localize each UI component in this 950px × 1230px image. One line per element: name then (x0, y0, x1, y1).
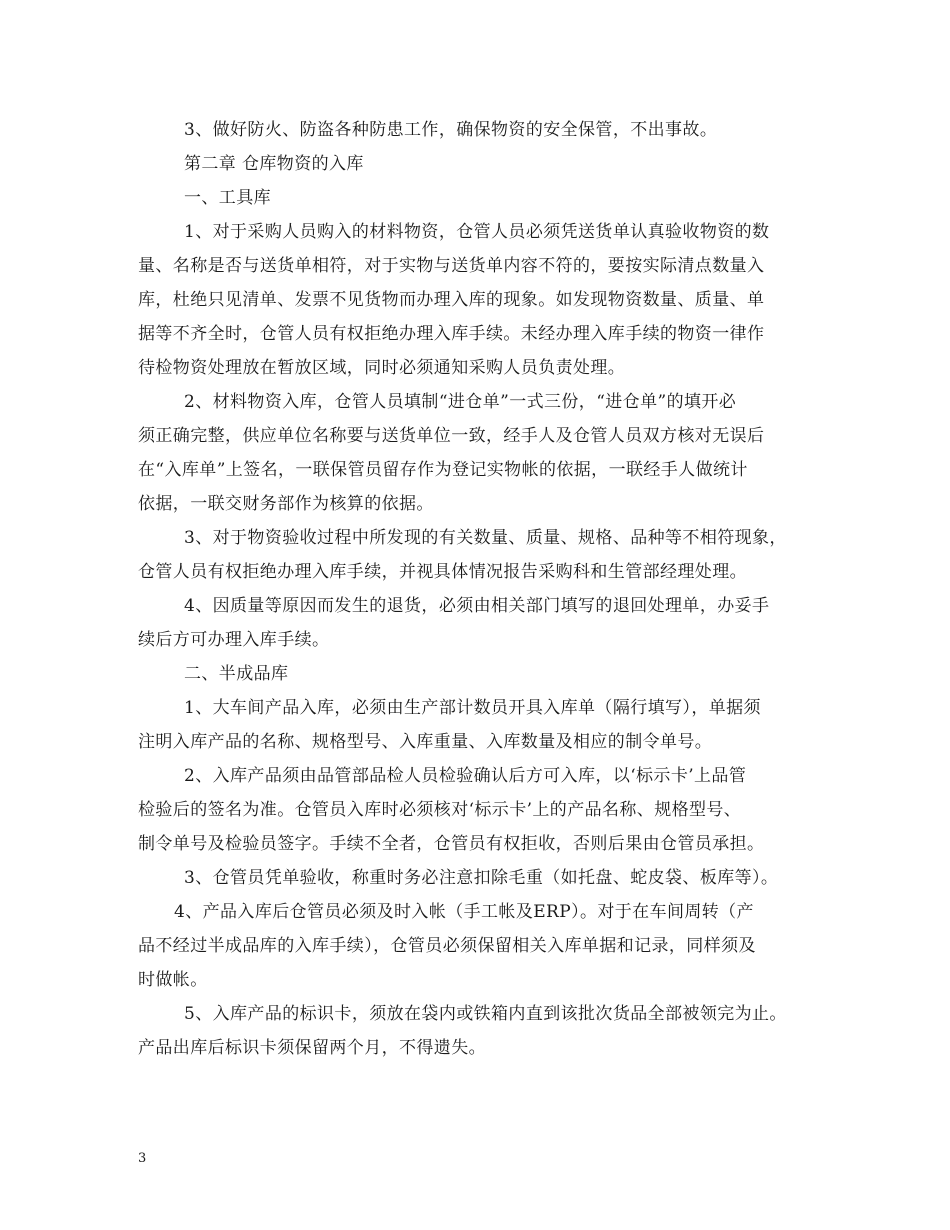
text-line: 据等不齐全时，仓管人员有权拒绝办理入库手续。未经办理入库手续的物资一律作 (138, 324, 765, 344)
text-line: 续后方可办理入库手续。 (138, 630, 330, 650)
text-line: 注明入库产品的名称、规格型号、入库重量、入库数量及相应的制令单号。 (138, 732, 713, 752)
text-line: 产品出库后标识卡须保留两个月，不得遗失。 (138, 1038, 486, 1058)
text-line: 4、因质量等原因而发生的退货，必须由相关部门填写的退回处理单，办妥手 (184, 596, 770, 616)
page-number: 3 (138, 1151, 147, 1166)
text-line: 时做帐。 (138, 970, 208, 990)
text-line: 待检物资处理放在暂放区域，同时必须通知采购人员负责处理。 (138, 358, 626, 378)
text-line: 5、入库产品的标识卡，须放在袋内或铁箱内直到该批次货品全部被领完为止。 (184, 1004, 787, 1024)
text-line: 须正确完整，供应单位名称要与送货单位一致，经手人及仓管人员双方核对无误后 (138, 426, 765, 446)
text-line: 制令单号及检验员签字。手续不全者，仓管员有权拒收，否则后果由仓管员承担。 (138, 834, 765, 854)
text-line: 3、仓管员凭单验收，称重时务必注意扣除毛重（如托盘、蛇皮袋、板库等）。 (184, 868, 779, 888)
text-line: 2、材料物资入库，仓管人员填制“进仓单”一式三份，“进仓单”的填开必 (184, 392, 737, 412)
text-line: 仓管人员有权拒绝办理入库手续，并视具体情况报告采购科和生管部经理处理。 (138, 562, 747, 582)
text-line: 3、做好防火、防盗各种防患工作，确保物资的安全保管，不出事故。 (184, 120, 718, 140)
text-line: 品不经过半成品库的入库手续），仓管员必须保留相关入库单据和记录，同样须及 (138, 936, 756, 956)
text-line: 4、产品入库后仓管员必须及时入帐（手工帐及ERP）。对于在车间周转（产 (174, 902, 754, 922)
text-line: 1、大车间产品入库，必须由生产部计数员开具入库单（隔行填写），单据须 (184, 698, 761, 718)
text-line: 库，杜绝只见清单、发票不见货物而办理入库的现象。如发现物资数量、质量、单 (138, 290, 765, 310)
text-line: 在“入库单”上签名，一联保管员留存作为登记实物帐的依据，一联经手人做统计 (138, 460, 748, 480)
text-line: 3、对于物资验收过程中所发现的有关数量、质量、规格、品种等不相符现象， (184, 528, 787, 548)
text-line: 2、入库产品须由品管部品检人员检验确认后方可入库，以‘标示卡’上品管 (184, 766, 747, 786)
text-line: 检验后的签名为准。仓管员入库时必须核对‘标示卡’上的产品名称、规格型号、 (138, 800, 742, 820)
chapter-heading: 第二章 仓库物资的入库 (184, 154, 364, 174)
text-line: 量、名称是否与送货单相符，对于实物与送货单内容不符的，要按实际清点数量入 (138, 256, 765, 276)
text-line: 1、对于采购人员购入的材料物资，仓管人员必须凭送货单认真验收物资的数 (184, 222, 770, 242)
text-line: 依据，一联交财务部作为核算的依据。 (138, 494, 434, 514)
section-heading: 二、半成品库 (184, 664, 289, 684)
section-heading: 一、工具库 (184, 188, 271, 208)
